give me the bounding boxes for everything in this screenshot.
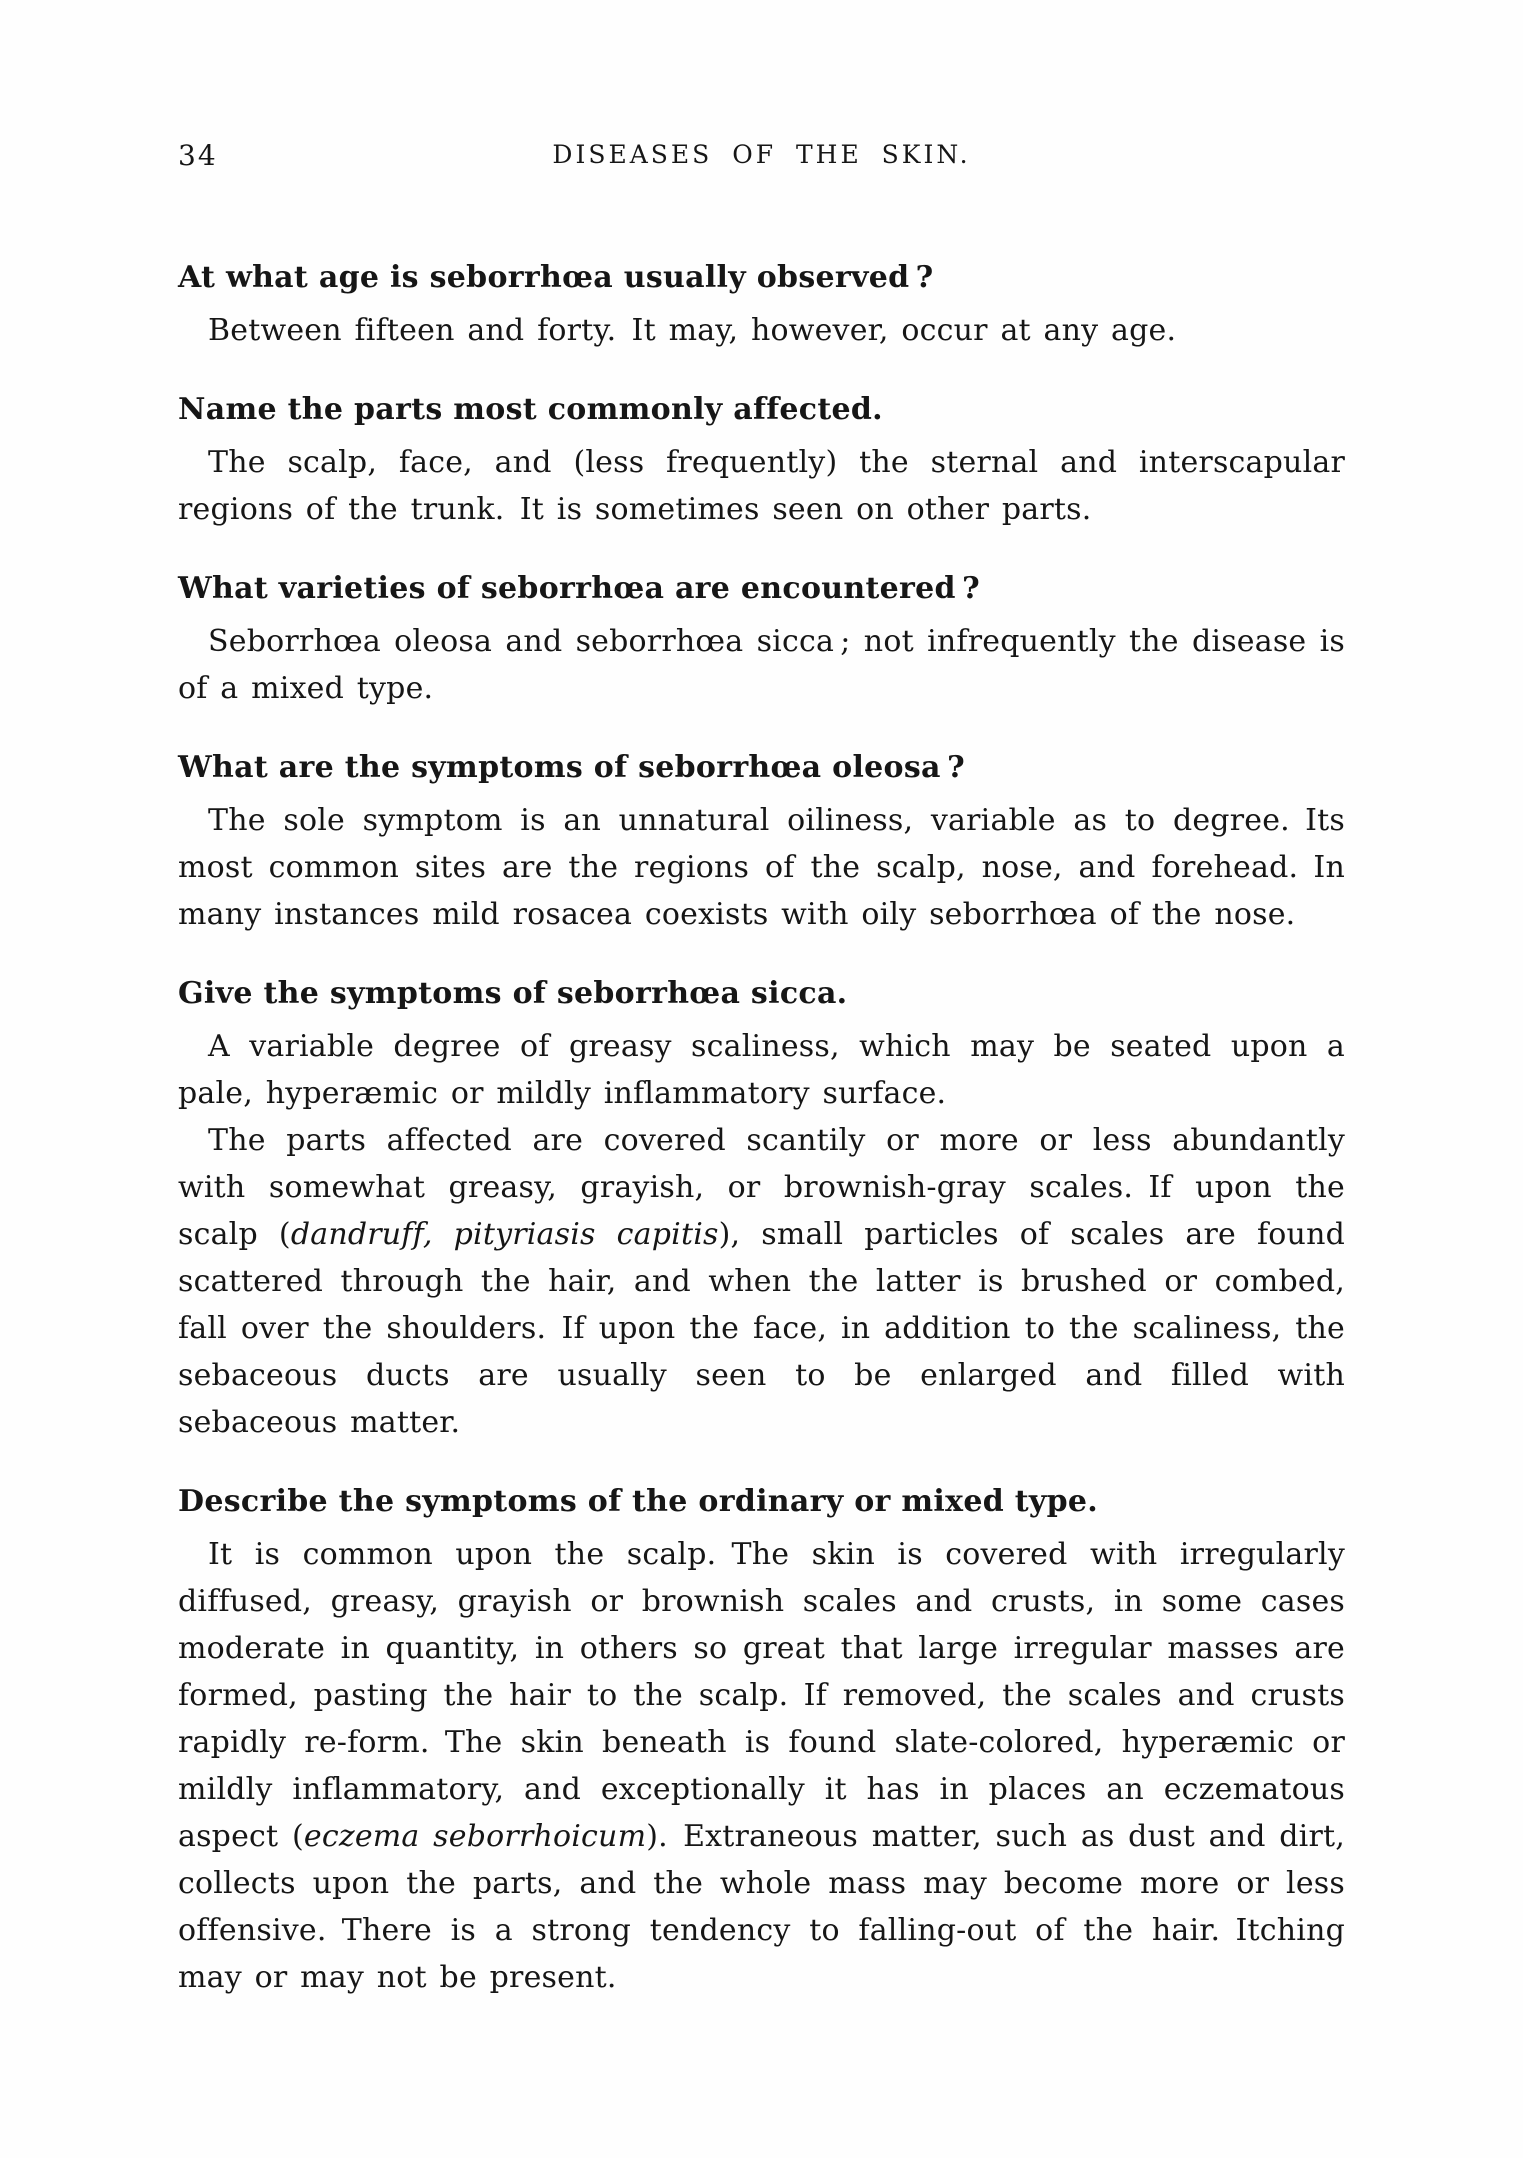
body-text: The scalp, face, and (less frequently) the sternal and interscapular regions of the trunk. It is sometimes seen on other parts. (178, 445, 1345, 527)
question-heading: Describe the symptoms of the ordinary or mixed type. (178, 1484, 1099, 1519)
answer-paragraph (178, 1023, 1345, 1117)
qa-section (178, 974, 1345, 1446)
question-heading: What are the symptoms of seborrhœa oleosa ? (178, 750, 965, 785)
body-text: Between fifteen and forty. It may, however, occur at any age. (208, 313, 1177, 348)
answer-paragraph (178, 797, 1345, 938)
question-heading: Give the symptoms of seborrhœa sicca. (178, 976, 848, 1011)
qa-section (178, 569, 1345, 712)
italic-text: eczema seborrhoicum (303, 1819, 647, 1854)
answer-paragraph (178, 439, 1345, 533)
page-content (178, 258, 1345, 2001)
answer-paragraph (178, 1531, 1345, 2001)
page-number: 34 (178, 139, 218, 172)
answer-paragraph (178, 618, 1345, 712)
body-text: The sole symptom is an unnatural oiliness, variable as to degree. Its most common sites are the regions of the scalp, nose, and forehead. In many instances mild rosacea coexists with oily seborrhœa of the nose. (178, 803, 1345, 932)
body-text: It is common upon the scalp. The skin is covered with irregularly diffused, greasy, grayish or brownish scales and crusts, in some cases moderate in quantity, in others so great that large irregular masses are formed, pasting the hair to the scalp. If removed, the scales and crusts rapidly re-form. The skin beneath is found slate-colored, hyperæmic or mildly inflammatory, and exceptionally it has in places an eczematous aspect ( (178, 1537, 1345, 1854)
answer-paragraph (178, 307, 1345, 354)
qa-section (178, 390, 1345, 533)
qa-section (178, 1482, 1345, 2001)
italic-text: dandruff, pityriasis capitis (290, 1217, 719, 1252)
body-text: A variable degree of greasy scaliness, which may be seated upon a pale, hyperæmic or mildly inflammatory surface. (178, 1029, 1345, 1111)
body-text: The parts affected are covered scantily or more or less abundantly with somewhat greasy, grayish, or brownish-gray scales. If upon the scalp ( (178, 1123, 1345, 1252)
qa-section (178, 748, 1345, 938)
answer-paragraph (178, 1117, 1345, 1446)
page-header (178, 138, 1345, 172)
body-text: Seborrhœa oleosa and seborrhœa sicca ; not infrequently the disease is of a mixed type. (178, 624, 1345, 706)
running-title: DISEASES OF THE SKIN. (552, 140, 971, 169)
question-heading: What varieties of seborrhœa are encountered ? (178, 571, 980, 606)
body-text: ). Extraneous matter, such as dust and dirt, collects upon the parts, and the whole mass may become more or less offensive. There is a strong tendency to falling-out of the hair. Itching may or may not be present. (178, 1819, 1346, 1995)
question-heading: At what age is seborrhœa usually observed ? (178, 260, 934, 295)
question-heading: Name the parts most commonly affected. (178, 392, 883, 427)
qa-section (178, 258, 1345, 354)
body-text: ), small particles of scales are found scattered through the hair, and when the latter is brushed or combed, fall over the shoulders. If upon the face, in addition to the scaliness, the sebaceous ducts are usually seen to be enlarged and filled with sebaceous matter. (178, 1217, 1345, 1440)
